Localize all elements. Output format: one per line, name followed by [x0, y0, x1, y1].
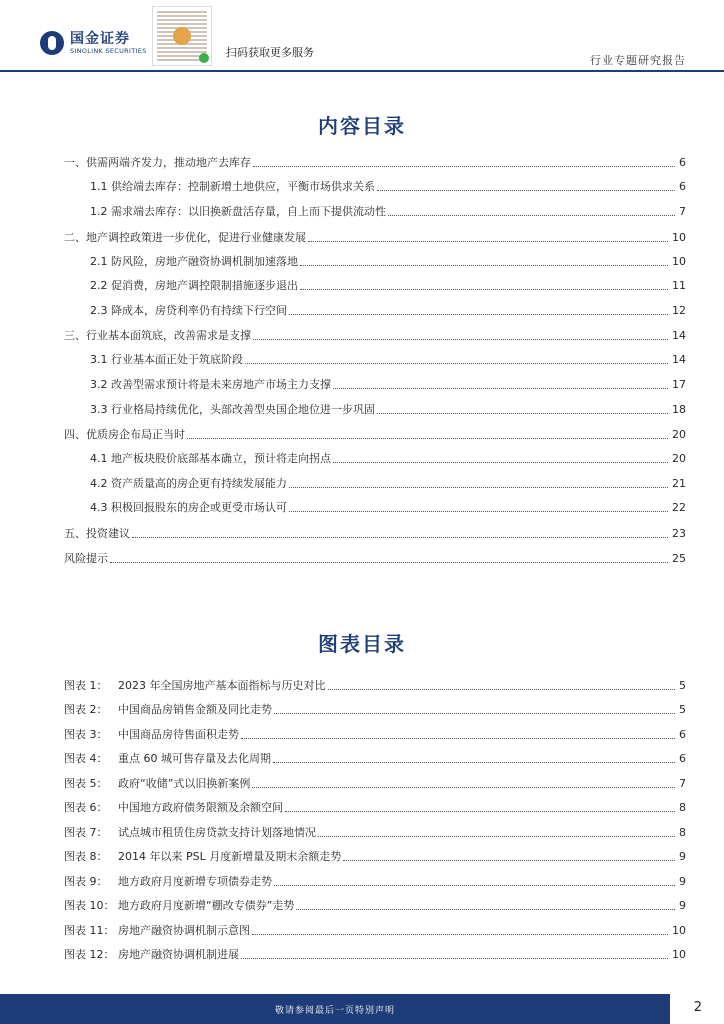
toc-entry[interactable]: [64, 550, 686, 566]
figure-entry[interactable]: [64, 701, 686, 717]
page-header: [0, 0, 724, 70]
toc-entry-title: 3.3 行业格局持续优化，头部改善型央国企地位进一步巩固: [90, 403, 375, 416]
figure-page: 10: [672, 924, 686, 937]
figure-title: 中国商品房销售金额及同比走势: [118, 703, 272, 716]
leader-dots: [245, 363, 668, 364]
leader-dots: [241, 738, 675, 739]
figure-title: 中国商品房待售面积走势: [118, 728, 239, 741]
figure-entry[interactable]: [64, 775, 686, 791]
leader-dots: [377, 190, 675, 191]
toc-entry[interactable]: [64, 426, 686, 442]
figure-entry[interactable]: [64, 897, 686, 913]
figure-label: 图表 10：: [64, 899, 115, 912]
toc-entry-page: 11: [672, 279, 686, 292]
leader-dots: [328, 689, 676, 690]
figure-label: 图表 7：: [64, 826, 108, 839]
qr-code-icon[interactable]: [152, 6, 212, 66]
figure-entry[interactable]: [64, 922, 686, 938]
toc-entry-page: 17: [672, 378, 686, 391]
figure-title: 2014 年以来 PSL 月度新增量及期末余额走势: [118, 850, 342, 863]
figure-title: 中国地方政府债务限额及余额空间: [118, 801, 283, 814]
figure-page: 5: [679, 679, 686, 692]
toc-entry-page: 25: [672, 552, 686, 565]
toc-entry-title: 3.1 行业基本面正处于筑底阶段: [90, 353, 243, 366]
figure-title: 房地产融资协调机制示意图: [118, 924, 250, 937]
toc-entry-page: 14: [672, 329, 686, 342]
figure-title: 地方政府月度新增“棚改专债券”走势: [118, 899, 295, 912]
leader-dots: [252, 934, 668, 935]
company-logo: [40, 30, 150, 56]
toc-entry-title: 四、优质房企布局正当时: [64, 428, 185, 441]
toc-entry[interactable]: [90, 351, 686, 367]
figure-title: 2023 年全国房地产基本面指标与历史对比: [118, 679, 326, 692]
toc-entry-title: 2.2 促消费，房地产调控限制措施逐步退出: [90, 279, 298, 292]
toc-entry-title: 风险提示: [64, 552, 108, 565]
figure-title: 地方政府月度新增专项债券走势: [118, 875, 272, 888]
leader-dots: [308, 241, 668, 242]
leader-dots: [241, 958, 668, 959]
figure-entry[interactable]: [64, 824, 686, 840]
leader-dots: [296, 909, 675, 910]
toc-entry-page: 23: [672, 527, 686, 540]
figure-page: 9: [679, 899, 686, 912]
toc-entry-page: 6: [679, 180, 686, 193]
leader-dots: [110, 562, 668, 563]
toc-entry-page: 20: [672, 428, 686, 441]
toc-entry[interactable]: [64, 327, 686, 343]
leader-dots: [377, 413, 668, 414]
logo-name-cn: 国金证券: [70, 30, 130, 47]
toc-entry[interactable]: [90, 450, 686, 466]
figure-title: 重点 60 城可售存量及去化周期: [118, 752, 271, 765]
toc-entry[interactable]: [90, 401, 686, 417]
leader-dots: [388, 215, 675, 216]
page-footer: [0, 994, 724, 1024]
toc-entry-title: 4.3 积极回报股东的房企或更受市场认可: [90, 501, 287, 514]
toc-entry[interactable]: [90, 302, 686, 318]
toc-entry-page: 22: [672, 501, 686, 514]
figure-page: 7: [679, 777, 686, 790]
figure-label: 图表 8：: [64, 850, 108, 863]
leader-dots: [273, 762, 675, 763]
figure-entry[interactable]: [64, 873, 686, 889]
disclaimer-text: 敬请参阅最后一页特别声明: [274, 1006, 395, 1016]
figure-page: 9: [679, 875, 686, 888]
toc-entry-page: 10: [672, 231, 686, 244]
toc-entry[interactable]: [64, 229, 686, 245]
leader-dots: [252, 787, 675, 788]
figure-page: 5: [679, 703, 686, 716]
toc-entry-title: 3.2 改善型需求预计将是未来房地产市场主力支撑: [90, 378, 331, 391]
figure-label: 图表 6：: [64, 801, 108, 814]
toc-entry-title: 4.2 资产质量高的房企更有持续发展能力: [90, 477, 287, 490]
toc-entry-title: 2.1 防风险，房地产融资协调机制加速落地: [90, 255, 298, 268]
figure-label: 图表 12：: [64, 948, 115, 961]
page-number: 2: [693, 1000, 702, 1015]
toc-entry-page: 20: [672, 452, 686, 465]
figure-page: 10: [672, 948, 686, 961]
leader-dots: [253, 166, 675, 167]
leader-dots: [343, 860, 675, 861]
figure-title: 政府“收储”式以旧换新案例: [118, 777, 251, 790]
figure-page: 8: [679, 826, 686, 839]
leader-dots: [289, 511, 668, 512]
figure-entry[interactable]: [64, 799, 686, 815]
toc-entry-title: 二、地产调控政策进一步优化，促进行业健康发展: [64, 231, 306, 244]
toc-entry-title: 4.1 地产板块股价底部基本确立，预计将走向拐点: [90, 452, 331, 465]
figure-entry[interactable]: [64, 677, 686, 693]
toc-entry[interactable]: [64, 154, 686, 170]
toc-entry[interactable]: [90, 253, 686, 269]
leader-dots: [274, 713, 675, 714]
leader-dots: [274, 885, 675, 886]
toc-entry-title: 1.1 供给端去库存：控制新增土地供应，平衡市场供求关系: [90, 180, 375, 193]
scan-prompt: 扫码获取更多服务: [226, 46, 314, 59]
leader-dots: [289, 487, 668, 488]
figure-page: 9: [679, 850, 686, 863]
leader-dots: [333, 462, 668, 463]
toc-entry-title: 五、投资建议: [64, 527, 130, 540]
toc-entry-page: 21: [672, 477, 686, 490]
toc-entry-page: 10: [672, 255, 686, 268]
leader-dots: [318, 836, 675, 837]
toc-entry[interactable]: [64, 525, 686, 541]
toc-entry-page: 14: [672, 353, 686, 366]
logo-icon: [40, 31, 64, 55]
logo-name-en: SINOLINK SECURITIES: [70, 46, 147, 55]
figure-label: 图表 4：: [64, 752, 108, 765]
toc-entry-page: 12: [672, 304, 686, 317]
toc-entry-title: 一、供需两端齐发力，推动地产去库存: [64, 156, 251, 169]
figure-label: 图表 3：: [64, 728, 108, 741]
leader-dots: [333, 388, 668, 389]
figure-label: 图表 9：: [64, 875, 108, 888]
report-type: 行业专题研究报告: [590, 54, 686, 67]
figure-page: 6: [679, 752, 686, 765]
leader-dots: [300, 265, 668, 266]
figure-label: 图表 2：: [64, 703, 108, 716]
figure-label: 图表 11：: [64, 924, 115, 937]
figure-page: 8: [679, 801, 686, 814]
figure-title: 房地产融资协调机制进展: [118, 948, 239, 961]
figures-title: 图表目录: [318, 632, 406, 656]
leader-dots: [300, 289, 668, 290]
figure-page: 6: [679, 728, 686, 741]
figure-entry[interactable]: [64, 726, 686, 742]
toc-title: 内容目录: [318, 114, 406, 138]
toc-entry[interactable]: [90, 203, 686, 219]
leader-dots: [132, 537, 668, 538]
figure-label: 图表 1：: [64, 679, 108, 692]
toc-entry[interactable]: [90, 178, 686, 194]
figure-entry[interactable]: [64, 750, 686, 766]
toc-entry-title: 三、行业基本面筑底，改善需求是支撑: [64, 329, 251, 342]
figure-entry[interactable]: [64, 946, 686, 962]
leader-dots: [285, 811, 675, 812]
toc-entry-page: 6: [679, 156, 686, 169]
toc-entry-page: 7: [679, 205, 686, 218]
toc-entry-title: 2.3 降成本，房贷利率仍有持续下行空间: [90, 304, 287, 317]
toc-entry-page: 18: [672, 403, 686, 416]
figure-title: 试点城市租赁住房贷款支持计划落地情况: [118, 826, 316, 839]
figure-entry[interactable]: [64, 848, 686, 864]
toc-entry[interactable]: [90, 475, 686, 491]
figure-label: 图表 5：: [64, 777, 108, 790]
toc-entry-title: 1.2 需求端去库存：以旧换新盘活存量，自上而下提供流动性: [90, 205, 386, 218]
header-divider: [0, 70, 724, 72]
toc-entry[interactable]: [90, 376, 686, 392]
leader-dots: [187, 438, 668, 439]
toc-entry[interactable]: [90, 277, 686, 293]
footer-bar: [0, 994, 670, 1024]
toc-entry[interactable]: [90, 499, 686, 515]
leader-dots: [253, 339, 668, 340]
leader-dots: [289, 314, 668, 315]
